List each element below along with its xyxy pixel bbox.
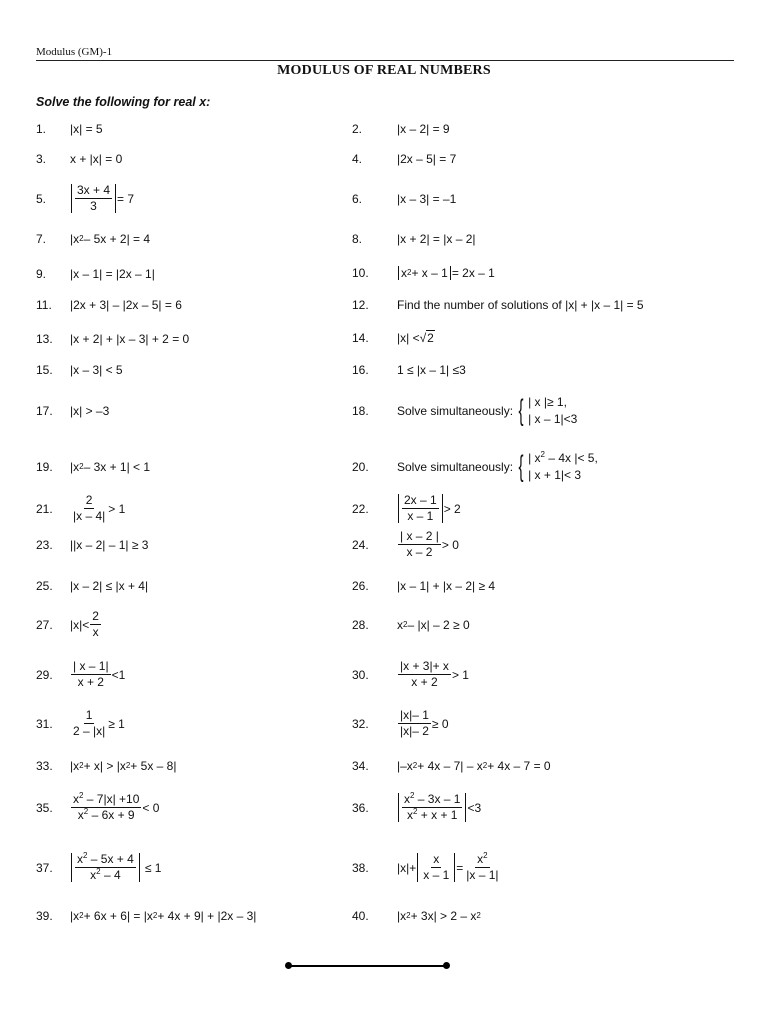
problem-11	[36, 298, 182, 312]
problem-number: 26.	[352, 579, 369, 593]
problem-5	[36, 184, 134, 213]
problem-expression: Solve simultaneously: { | x |≥ 1, | x – 1|<3	[397, 394, 578, 427]
problem-2	[352, 122, 450, 136]
problem-expression: |x 2 + 6x + 6| = |x 2 + 4x + 9| + |2x – 3|	[70, 909, 257, 923]
problem-number: 11.	[36, 298, 52, 312]
problem-expression: $\frac{|x + 3|+ x}{x + 2}$ > 1	[400, 659, 469, 689]
problem-34	[352, 759, 551, 773]
problem-expression: |x + 2| = |x – 2|	[397, 232, 476, 246]
problem-number: 23.	[36, 538, 53, 552]
problem-expression: |x – 3| = –1	[397, 192, 457, 206]
problem-10	[352, 266, 495, 280]
rhs: = 7	[117, 191, 135, 206]
header-label: Modulus (GM)-1	[36, 46, 113, 58]
problem-expression: |x| > –3	[70, 404, 110, 418]
problem-number: 35.	[36, 800, 53, 815]
problem-expression: |x|+ $\frac{x}{x - 1}$ = $\frac{x^2}{|x - 1|}$	[397, 851, 499, 882]
problem-28	[352, 618, 470, 632]
problem-expression: Find the number of solutions of |x| + |x – 1| = 5	[397, 298, 644, 312]
problem-9	[36, 267, 155, 281]
problem-13	[36, 332, 189, 346]
problem-expression: 1 ≤ |x – 1| ≤3	[397, 363, 466, 377]
problem-number: 39.	[36, 909, 53, 923]
problem-24	[352, 530, 459, 559]
problem-expression	[70, 184, 134, 213]
problem-expression: $\frac{2x - 1}{x - 1}$ > 2	[397, 494, 461, 523]
problem-expression: |x – 1| + |x – 2| ≥ 4	[397, 579, 496, 593]
problem-number: 7.	[36, 232, 47, 246]
header-rule	[36, 60, 734, 61]
footer-divider	[288, 965, 446, 967]
problem-30	[352, 660, 469, 689]
problem-1	[36, 122, 103, 136]
problem-expression: |x 2 – 5x + 2| = 4	[70, 232, 151, 246]
problem-number: 40.	[352, 909, 369, 923]
problem-number: 31.	[36, 716, 53, 731]
problem-number: 24.	[352, 537, 369, 552]
problem-36	[352, 793, 481, 822]
problem-7	[36, 232, 150, 246]
problem-number: 18.	[352, 404, 369, 418]
problem-25	[36, 579, 148, 593]
problem-expression: |x – 2| ≤ |x + 4|	[70, 579, 149, 593]
problem-number: 34.	[352, 759, 369, 773]
problem-number: 38.	[352, 860, 369, 875]
problem-number: 29.	[36, 667, 53, 682]
problem-27	[36, 610, 102, 639]
problem-number: 30.	[352, 667, 369, 682]
problem-number: 28.	[352, 618, 369, 632]
page-title: MODULUS OF REAL NUMBERS	[277, 63, 491, 78]
problem-12	[352, 298, 644, 312]
problem-number: 33.	[36, 759, 53, 773]
problem-number: 10.	[352, 266, 369, 280]
problem-number: 3.	[36, 152, 47, 166]
footer-dot-right	[443, 962, 450, 969]
problem-expression: |x – 3| < 5	[70, 363, 123, 377]
problem-expression: |x – 2| = 9	[397, 122, 450, 136]
problem-number: 16.	[352, 363, 369, 377]
problem-31	[36, 709, 125, 738]
problem-number: 22.	[352, 501, 369, 516]
problem-expression: $\frac{1}{2 - |x|}$ ≥ 1	[73, 708, 125, 738]
problem-16	[352, 363, 466, 377]
problem-number: 21.	[36, 501, 53, 516]
problem-expression: $\frac{2}{|x - 4|}$ > 1	[73, 493, 126, 523]
problem-expression: ||x – 2| – 1| ≥ 3	[70, 538, 149, 552]
problem-number: 6.	[352, 192, 363, 206]
problem-expression: x 2 + x – 1 = 2x – 1	[397, 266, 495, 280]
problem-20	[352, 450, 598, 484]
problem-expression: |x| < √ 2	[397, 330, 434, 345]
problem-38	[352, 853, 502, 882]
problem-expression: |x 2 + 3x| > 2 – x 2	[397, 909, 481, 923]
problem-number: 27.	[36, 617, 53, 632]
problem-expression: x 2 – |x| – 2 ≥ 0	[397, 618, 470, 632]
problem-expression: |x| = 5	[70, 122, 103, 136]
problem-expression: x + |x| = 0	[70, 152, 123, 166]
problem-19	[36, 460, 150, 474]
problem-number: 19.	[36, 460, 53, 474]
problem-number: 4.	[352, 152, 363, 166]
problem-number: 25.	[36, 579, 53, 593]
problem-number: 14.	[352, 330, 369, 345]
problem-expression: $\frac{x^2 - 5x + 4}{x^2 - 4}$ ≤ 1	[70, 853, 161, 882]
problem-number: 36.	[352, 800, 369, 815]
problem-expression: |–x 2 + 4x – 7| – x 2 + 4x – 7 = 0	[397, 759, 551, 773]
problem-15	[36, 363, 123, 377]
brace-icon: {	[518, 394, 524, 427]
problem-40	[352, 909, 481, 923]
problem-number: 37.	[36, 860, 53, 875]
instruction: Solve the following for real x:	[36, 95, 211, 109]
footer-dot-left	[285, 962, 292, 969]
problem-expression: $\frac{x^2 - 7|x| +10}{x^2 - 6x + 9}$ < 0	[73, 791, 160, 822]
problem-17	[36, 404, 109, 418]
problem-8	[352, 232, 476, 246]
denominator: 3	[90, 199, 97, 213]
problem-number: 8.	[352, 232, 363, 246]
problem-29	[36, 660, 125, 689]
problem-6	[352, 192, 456, 206]
problem-number: 20.	[352, 460, 369, 474]
problem-3	[36, 152, 122, 166]
numerator: 3x + 4	[77, 183, 111, 197]
problem-number: 9.	[36, 267, 47, 281]
problem-expression: |x 2 – 3x + 1| < 1	[70, 460, 151, 474]
problem-21	[36, 494, 125, 523]
problem-22	[352, 494, 461, 523]
problem-26	[352, 579, 495, 593]
problem-expression: $\frac{| x - 1|}{x + 2}$ <1	[73, 659, 126, 689]
problem-expression: $\frac{| x - 2 |}{x - 2}$ > 0	[400, 529, 459, 559]
problem-expression: |x 2 + x| > |x 2 + 5x – 8|	[70, 759, 177, 773]
problem-18	[352, 394, 577, 428]
problem-expression: Solve simultaneously: { | $x^2 - 4x$ |< 5, | x + 1|< 3	[397, 450, 598, 483]
problem-number: 12.	[352, 298, 369, 312]
problem-expression: |x|< $\frac{2}{x}$	[70, 609, 99, 639]
problem-number: 1.	[36, 122, 47, 136]
problem-number: 5.	[36, 191, 47, 206]
problem-35	[36, 793, 159, 822]
problem-number: 13.	[36, 332, 53, 346]
brace-icon: {	[518, 450, 524, 483]
problem-expression: |2x + 3| – |2x – 5| = 6	[70, 298, 182, 312]
problem-number: 2.	[352, 122, 363, 136]
problem-expression: |2x – 5| = 7	[397, 152, 457, 166]
problem-number: 32.	[352, 716, 369, 731]
problem-32	[352, 709, 449, 738]
problem-23	[36, 538, 148, 552]
problem-33	[36, 759, 176, 773]
problem-number: 17.	[36, 404, 53, 418]
problem-37	[36, 853, 161, 882]
problem-expression: |x – 1| = |2x – 1|	[70, 267, 155, 281]
problem-39	[36, 909, 256, 923]
problem-4	[352, 152, 456, 166]
problem-expression: $\frac{|x|- 1}{|x|- 2}$ ≥ 0	[400, 708, 449, 738]
problem-number: 15.	[36, 363, 53, 377]
problem-expression: |x + 2| + |x – 3| + 2 = 0	[70, 332, 190, 346]
problem-expression: $\frac{x^2 - 3x - 1}{x^2 + x + 1}$ <3	[397, 793, 481, 822]
problem-14	[352, 330, 435, 345]
